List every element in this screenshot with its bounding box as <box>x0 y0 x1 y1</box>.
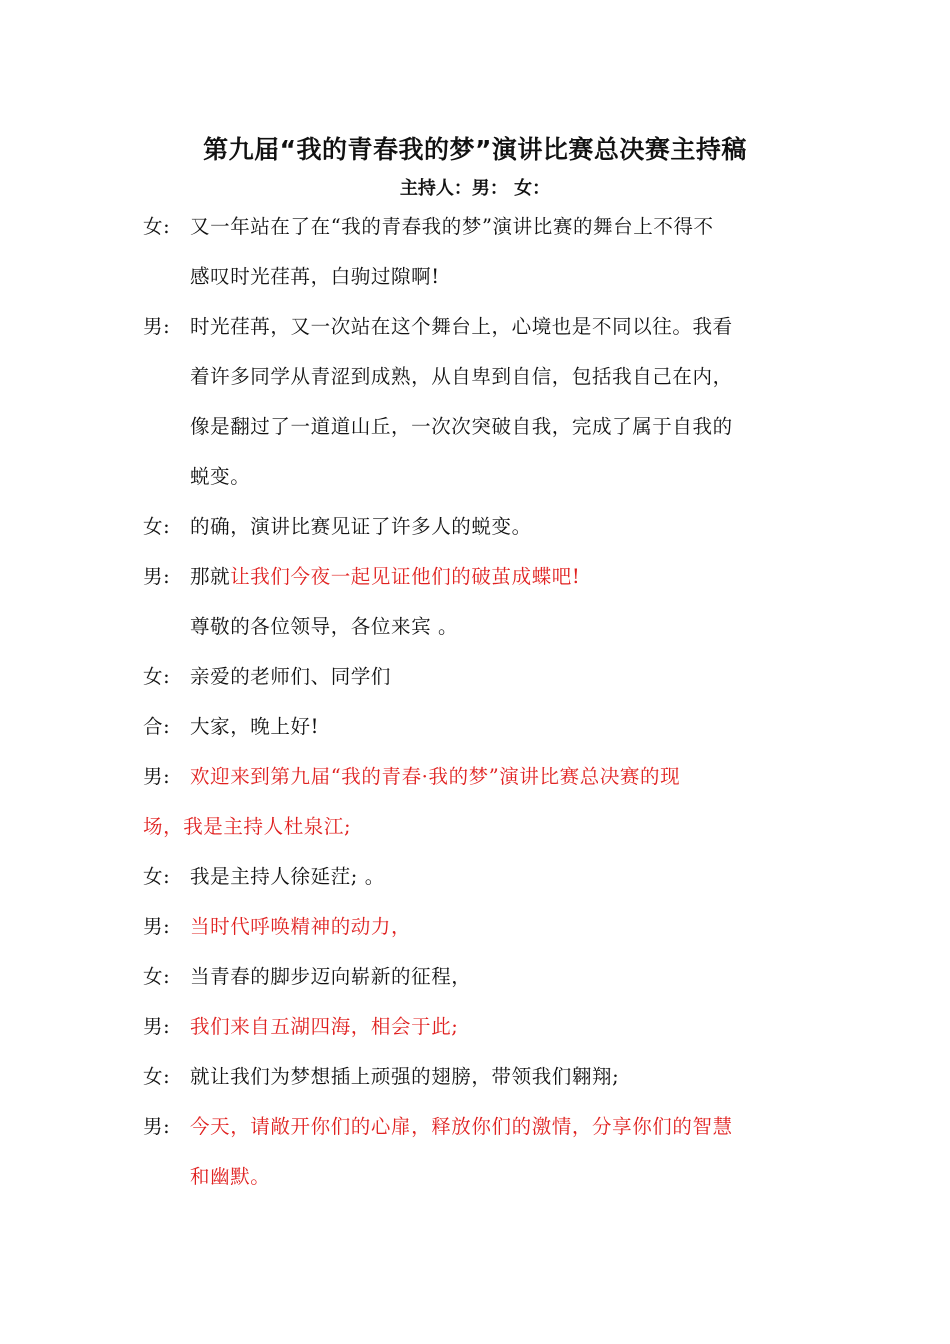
dialogue-line <box>143 952 803 1002</box>
dialogue-text: 那就 <box>190 565 231 588</box>
dialogue-text: 时光荏苒，又一次站在这个舞台上，心境也是不同以往。我看 <box>190 315 733 338</box>
dialogue-line <box>143 552 803 602</box>
hosts-line: 主持人：男： 女： <box>399 178 551 199</box>
page-title: 第九届“我的青春我的梦”演讲比赛总决赛主持稿 <box>203 135 747 164</box>
dialogue-line <box>143 802 803 852</box>
highlighted-text: 当时代呼唤精神的动力， <box>190 915 412 938</box>
speaker-label: 女: <box>143 965 171 988</box>
speaker-label: 女: <box>143 1065 171 1088</box>
speaker-label: 男: <box>143 915 171 938</box>
dialogue-text: 感叹时光荏苒，白驹过隙啊! <box>190 265 440 288</box>
dialogue-line <box>143 252 803 302</box>
dialogue-text: 我是主持人徐延茳; 。 <box>190 865 385 888</box>
dialogue-text: 蜕变。 <box>190 465 251 488</box>
speaker-label: 女: <box>143 515 171 538</box>
script-body <box>143 202 803 1202</box>
speaker-label: 女: <box>143 665 171 688</box>
dialogue-text: 当青春的脚步迈向崭新的征程， <box>190 965 472 988</box>
dialogue-line <box>143 352 803 402</box>
highlighted-text: 欢迎来到第九届“我的青春·我的梦”演讲比赛总决赛的现 <box>190 765 681 788</box>
speaker-label: 女: <box>143 215 171 238</box>
dialogue-text: 亲爱的老师们、同学们 <box>190 665 392 688</box>
dialogue-line <box>143 1002 803 1052</box>
dialogue-line <box>143 502 803 552</box>
highlighted-text: 让我们今夜一起见证他们的破茧成蝶吧! <box>230 565 581 588</box>
highlighted-text: 和幽默。 <box>190 1165 271 1188</box>
dialogue-line <box>143 452 803 502</box>
dialogue-text: 尊敬的各位领导，各位来宾 。 <box>190 615 459 638</box>
dialogue-line <box>143 652 803 702</box>
dialogue-line <box>143 1152 803 1202</box>
dialogue-line <box>143 602 803 652</box>
speaker-label: 女: <box>143 865 171 888</box>
dialogue-line <box>143 752 803 802</box>
speaker-label: 男: <box>143 1115 171 1138</box>
dialogue-line <box>143 1052 803 1102</box>
dialogue-text: 大家，晚上好! <box>190 715 320 738</box>
dialogue-line <box>143 902 803 952</box>
speaker-label: 男: <box>143 565 171 588</box>
speaker-label: 男: <box>143 1015 171 1038</box>
dialogue-line <box>143 702 803 752</box>
dialogue-line <box>143 852 803 902</box>
highlighted-text: 我们来自五湖四海，相会于此; <box>190 1015 459 1038</box>
dialogue-text: 着许多同学从青涩到成熟，从自卑到自信，包括我自己在内， <box>190 365 733 388</box>
highlighted-text: 今天，请敞开你们的心扉，释放你们的激情，分享你们的智慧 <box>190 1115 733 1138</box>
dialogue-line <box>143 202 803 252</box>
dialogue-line <box>143 402 803 452</box>
speaker-label: 男: <box>143 765 171 788</box>
highlighted-text: 场，我是主持人杜泉江; <box>143 815 352 838</box>
dialogue-text: 又一年站在了在“我的青春我的梦”演讲比赛的舞台上不得不 <box>190 215 714 238</box>
speaker-label: 合: <box>143 715 171 738</box>
dialogue-text: 的确，演讲比赛见证了许多人的蜕变。 <box>190 515 532 538</box>
speaker-label: 男: <box>143 315 171 338</box>
dialogue-text: 像是翻过了一道道山丘，一次次突破自我，完成了属于自我的 <box>190 415 733 438</box>
dialogue-line <box>143 302 803 352</box>
dialogue-line <box>143 1102 803 1152</box>
dialogue-text: 就让我们为梦想插上顽强的翅膀，带领我们翱翔; <box>190 1065 620 1088</box>
